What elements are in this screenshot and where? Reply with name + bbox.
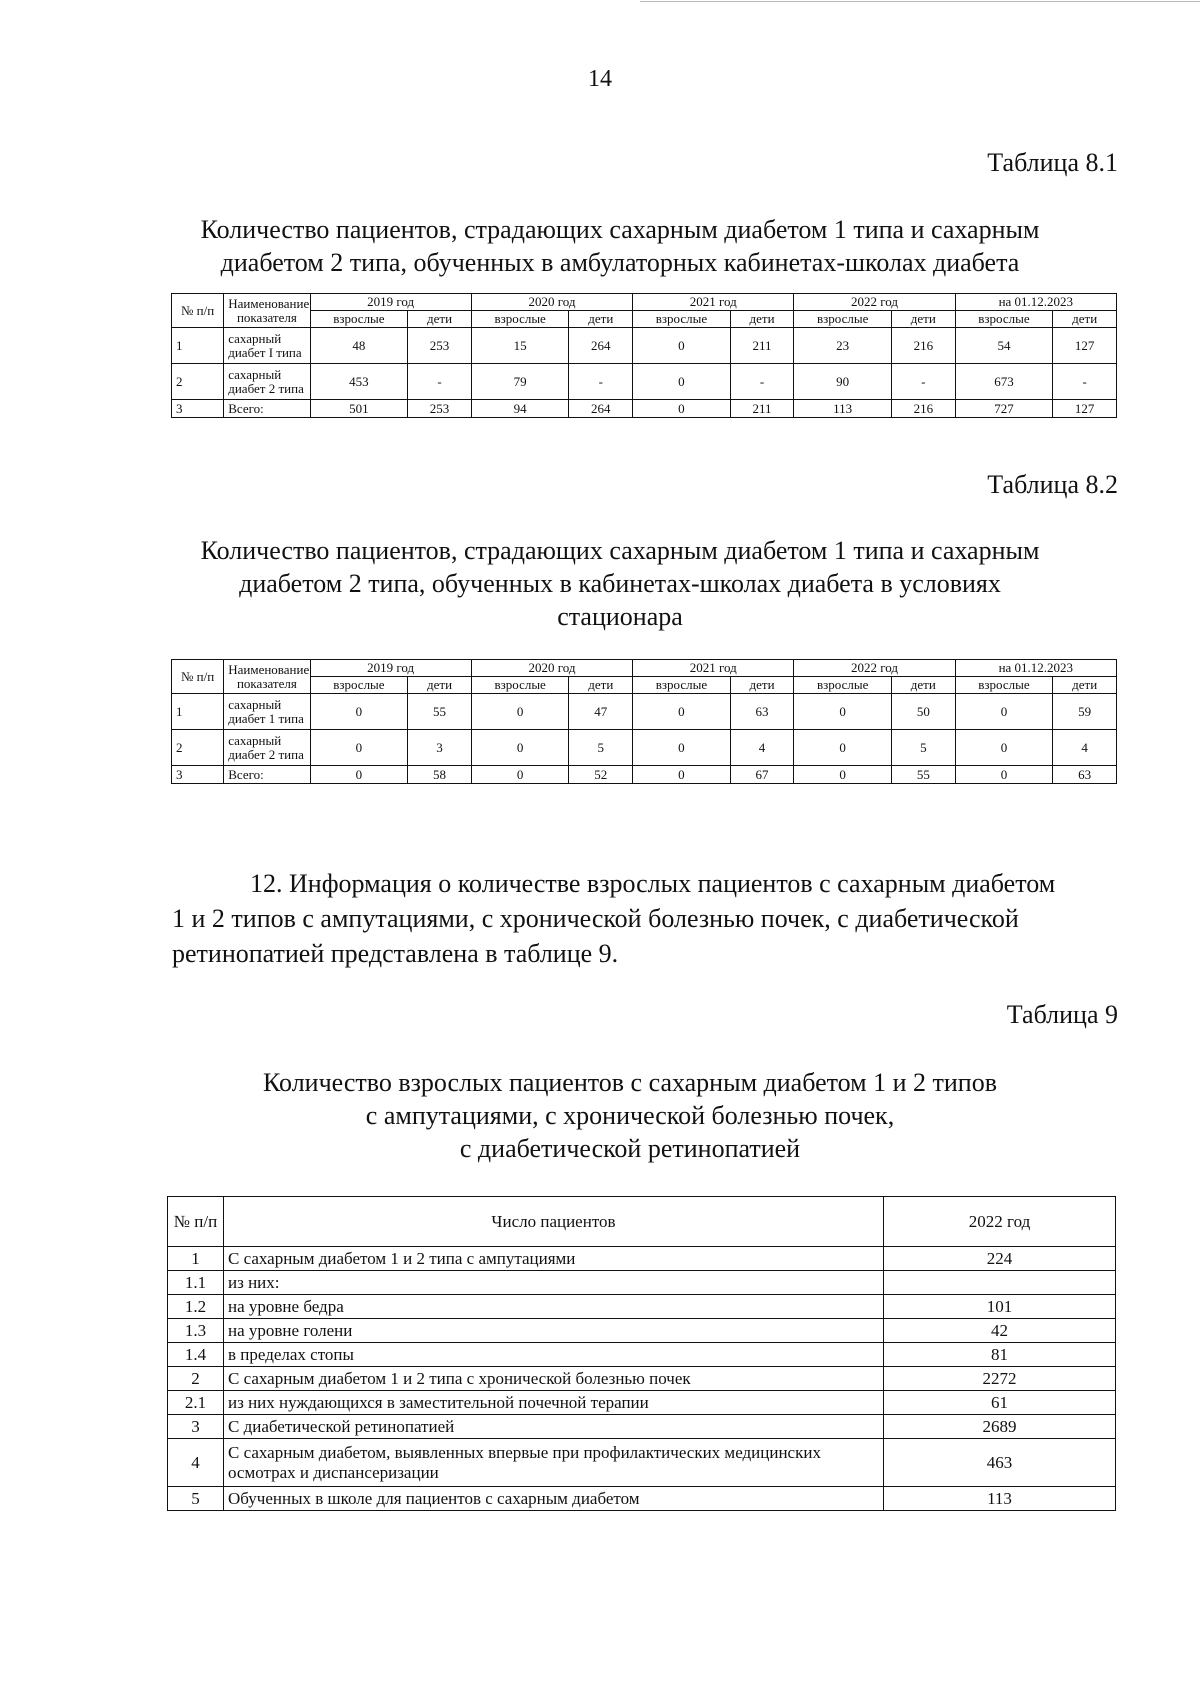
page-number: 14: [588, 66, 612, 92]
row-value: 0: [471, 694, 569, 730]
header-row: [168, 1197, 1116, 1247]
header-year: 2021 год: [633, 660, 794, 677]
row-value: 211: [730, 328, 794, 364]
header-adults: взрослые: [310, 311, 408, 328]
header-num: № п/п: [172, 294, 224, 328]
section-12-paragraph: [172, 866, 1116, 971]
table-row: [168, 1271, 1116, 1295]
table-row: [168, 1415, 1116, 1439]
row-num: 1: [168, 1247, 224, 1271]
row-num: 1.4: [168, 1343, 224, 1367]
row-value: 0: [310, 694, 408, 730]
header-adults: взрослые: [310, 677, 408, 694]
header-year: 2020 год: [471, 660, 632, 677]
row-value: 0: [955, 766, 1053, 784]
caption-line: диабетом 2 типа, обученных в кабинетах-школах диабета в условиях: [239, 569, 1001, 598]
header-name: Наименование показателя: [224, 660, 310, 694]
header-year: 2021 год: [633, 294, 794, 311]
row-value: 0: [471, 766, 569, 784]
row-num: 1.3: [168, 1319, 224, 1343]
paragraph-line: 1 и 2 типов с ампутациями, с хронической болезнью почек, с диабетической: [172, 904, 1019, 933]
row-value: -: [408, 364, 472, 400]
row-value: 127: [1053, 328, 1117, 364]
row-value: 54: [955, 328, 1053, 364]
row-num: 4: [168, 1439, 224, 1487]
row-value: 63: [730, 694, 794, 730]
row-name: С сахарным диабетом 1 и 2 типа с хронической болезнью почек: [224, 1367, 884, 1391]
header-name: Число пациентов: [224, 1197, 884, 1247]
header-kids: дети: [1053, 677, 1117, 694]
row-value: 216: [892, 400, 956, 418]
row-value: 3: [408, 730, 472, 766]
row-value: 453: [310, 364, 408, 400]
row-value: 211: [730, 400, 794, 418]
row-value: 0: [471, 730, 569, 766]
subheader-row: [172, 677, 1117, 694]
row-value: 113: [794, 400, 892, 418]
row-name: С сахарным диабетом, выявленных впервые при профилактических медицинских осмотрах и диспансеризации: [224, 1439, 884, 1487]
caption-line: Количество пациентов, страдающих сахарным диабетом 1 типа и сахарным: [200, 215, 1040, 244]
row-value: 67: [730, 766, 794, 784]
row-value: 127: [1053, 400, 1117, 418]
header-kids: дети: [730, 677, 794, 694]
row-name: С диабетической ретинопатией: [224, 1415, 884, 1439]
header-num: № п/п: [168, 1197, 224, 1247]
header-adults: взрослые: [633, 311, 731, 328]
row-value: 224: [884, 1247, 1116, 1271]
header-adults: взрослые: [794, 311, 892, 328]
header-adults: взрослые: [955, 311, 1053, 328]
caption-line: с ампутациями, с хронической болезнью почек,: [365, 1101, 895, 1130]
row-value: 81: [884, 1343, 1116, 1367]
row-name: из них:: [224, 1271, 884, 1295]
row-value: 0: [310, 766, 408, 784]
row-num: 2: [172, 364, 224, 400]
row-value: 0: [633, 328, 731, 364]
row-name: сахарный диабет I типа: [224, 328, 310, 364]
header-name: Наименование показателя: [224, 294, 310, 328]
row-value: 79: [471, 364, 569, 400]
row-value: 216: [892, 328, 956, 364]
table-row: [168, 1367, 1116, 1391]
caption-line: с диабетической ретинопатией: [459, 1134, 801, 1163]
header-kids: дети: [408, 677, 472, 694]
header-year: 2022 год: [794, 294, 955, 311]
table-row: [168, 1319, 1116, 1343]
table-row: [168, 1343, 1116, 1367]
row-value: 94: [471, 400, 569, 418]
row-value: 52: [569, 766, 633, 784]
row-value: 0: [633, 766, 731, 784]
row-value: 253: [408, 328, 472, 364]
header-row: [172, 294, 1117, 311]
row-value: 15: [471, 328, 569, 364]
table-row: [168, 1439, 1116, 1487]
row-value: 23: [794, 328, 892, 364]
table-9-label: Таблица 9: [1006, 1000, 1118, 1029]
row-value: 0: [633, 730, 731, 766]
header-adults: взрослые: [794, 677, 892, 694]
row-num: 5: [168, 1487, 224, 1511]
header-kids: дети: [408, 311, 472, 328]
row-value: 264: [569, 328, 633, 364]
row-value: 0: [955, 694, 1053, 730]
header-year: на 01.12.2023: [955, 294, 1116, 311]
row-num: 3: [168, 1415, 224, 1439]
table-8-2: [171, 659, 1117, 784]
header-kids: дети: [892, 677, 956, 694]
row-value: [884, 1271, 1116, 1295]
table-row: [172, 730, 1117, 766]
subheader-row: [172, 311, 1117, 328]
row-num: 1.2: [168, 1295, 224, 1319]
header-adults: взрослые: [471, 677, 569, 694]
row-value: -: [730, 364, 794, 400]
row-name: Всего:: [224, 766, 310, 784]
caption-line: Количество взрослых пациентов с сахарным диабетом 1 и 2 типов: [262, 1068, 997, 1097]
row-value: 4: [730, 730, 794, 766]
header-kids: дети: [892, 311, 956, 328]
table-8-1-label: Таблица 8.1: [987, 148, 1118, 177]
row-value: 264: [569, 400, 633, 418]
header-year: 2020 год: [471, 294, 632, 311]
row-value: -: [1053, 364, 1117, 400]
table-row: [168, 1391, 1116, 1415]
header-kids: дети: [1053, 311, 1117, 328]
paragraph-line: 12. Информация о количестве взрослых пациентов с сахарным диабетом: [250, 869, 1056, 898]
row-value: 0: [794, 766, 892, 784]
caption-line: диабетом 2 типа, обученных в амбулаторных кабинетах-школах диабета: [220, 248, 1020, 277]
table-8-2-label: Таблица 8.2: [987, 470, 1118, 499]
row-value: 2272: [884, 1367, 1116, 1391]
row-value: 55: [892, 766, 956, 784]
row-value: -: [569, 364, 633, 400]
row-value: 61: [884, 1391, 1116, 1415]
header-num: № п/п: [172, 660, 224, 694]
row-value: 501: [310, 400, 408, 418]
header-adults: взрослые: [955, 677, 1053, 694]
row-value: 0: [633, 364, 731, 400]
row-name: С сахарным диабетом 1 и 2 типа с ампутациями: [224, 1247, 884, 1271]
row-num: 3: [172, 400, 224, 418]
caption-line: Количество пациентов, страдающих сахарным диабетом 1 типа и сахарным: [200, 536, 1040, 565]
row-num: 2: [168, 1367, 224, 1391]
row-value: 48: [310, 328, 408, 364]
row-value: 4: [1053, 730, 1117, 766]
header-year: 2019 год: [310, 294, 471, 311]
table-9-caption: [180, 1066, 1080, 1165]
table-8-1: [171, 293, 1117, 418]
table-row: [168, 1247, 1116, 1271]
row-value: 58: [408, 766, 472, 784]
row-value: 0: [794, 730, 892, 766]
row-value: 5: [892, 730, 956, 766]
row-num: 3: [172, 766, 224, 784]
row-num: 1: [172, 694, 224, 730]
row-value: 0: [633, 400, 731, 418]
row-value: -: [892, 364, 956, 400]
paragraph-line: ретинопатией представлена в таблице 9.: [172, 939, 619, 968]
row-value: 0: [633, 694, 731, 730]
table-row: [172, 328, 1117, 364]
row-value: 101: [884, 1295, 1116, 1319]
caption-line: стационара: [557, 602, 683, 631]
table-8-1-caption: [120, 213, 1120, 279]
table-row: [172, 694, 1117, 730]
row-value: 0: [955, 730, 1053, 766]
row-value: 5: [569, 730, 633, 766]
row-name: Обученных в школе для пациентов с сахарным диабетом: [224, 1487, 884, 1511]
row-name: на уровне голени: [224, 1319, 884, 1343]
table-row: [172, 400, 1117, 418]
header-adults: взрослые: [633, 677, 731, 694]
row-value: 55: [408, 694, 472, 730]
row-value: 673: [955, 364, 1053, 400]
row-num: 2.1: [168, 1391, 224, 1415]
row-value: 0: [310, 730, 408, 766]
row-value: 47: [569, 694, 633, 730]
header-kids: дети: [569, 677, 633, 694]
row-value: 63: [1053, 766, 1117, 784]
row-value: 50: [892, 694, 956, 730]
row-value: 0: [794, 694, 892, 730]
header-adults: взрослые: [471, 311, 569, 328]
row-value: 2689: [884, 1415, 1116, 1439]
row-name: в пределах стопы: [224, 1343, 884, 1367]
header-kids: дети: [730, 311, 794, 328]
header-year: 2022 год: [884, 1197, 1116, 1247]
row-num: 1.1: [168, 1271, 224, 1295]
table-row: [168, 1295, 1116, 1319]
table-row: [172, 364, 1117, 400]
row-num: 2: [172, 730, 224, 766]
row-name: сахарный диабет 1 типа: [224, 694, 310, 730]
table-row: [168, 1487, 1116, 1511]
row-value: 90: [794, 364, 892, 400]
row-value: 253: [408, 400, 472, 418]
scan-edge-line: [640, 1, 1200, 2]
header-year: 2019 год: [310, 660, 471, 677]
row-name: на уровне бедра: [224, 1295, 884, 1319]
header-row: [172, 660, 1117, 677]
header-kids: дети: [569, 311, 633, 328]
table-9: [167, 1196, 1116, 1511]
row-value: 113: [884, 1487, 1116, 1511]
row-num: 1: [172, 328, 224, 364]
row-name: из них нуждающихся в заместительной почечной терапии: [224, 1391, 884, 1415]
table-8-2-caption: [120, 534, 1120, 633]
row-value: 727: [955, 400, 1053, 418]
row-name: Всего:: [224, 400, 310, 418]
row-value: 42: [884, 1319, 1116, 1343]
row-value: 59: [1053, 694, 1117, 730]
row-name: сахарный диабет 2 типа: [224, 730, 310, 766]
table-row: [172, 766, 1117, 784]
row-name: сахарный диабет 2 типа: [224, 364, 310, 400]
header-year: на 01.12.2023: [955, 660, 1116, 677]
header-year: 2022 год: [794, 660, 955, 677]
row-value: 463: [884, 1439, 1116, 1487]
